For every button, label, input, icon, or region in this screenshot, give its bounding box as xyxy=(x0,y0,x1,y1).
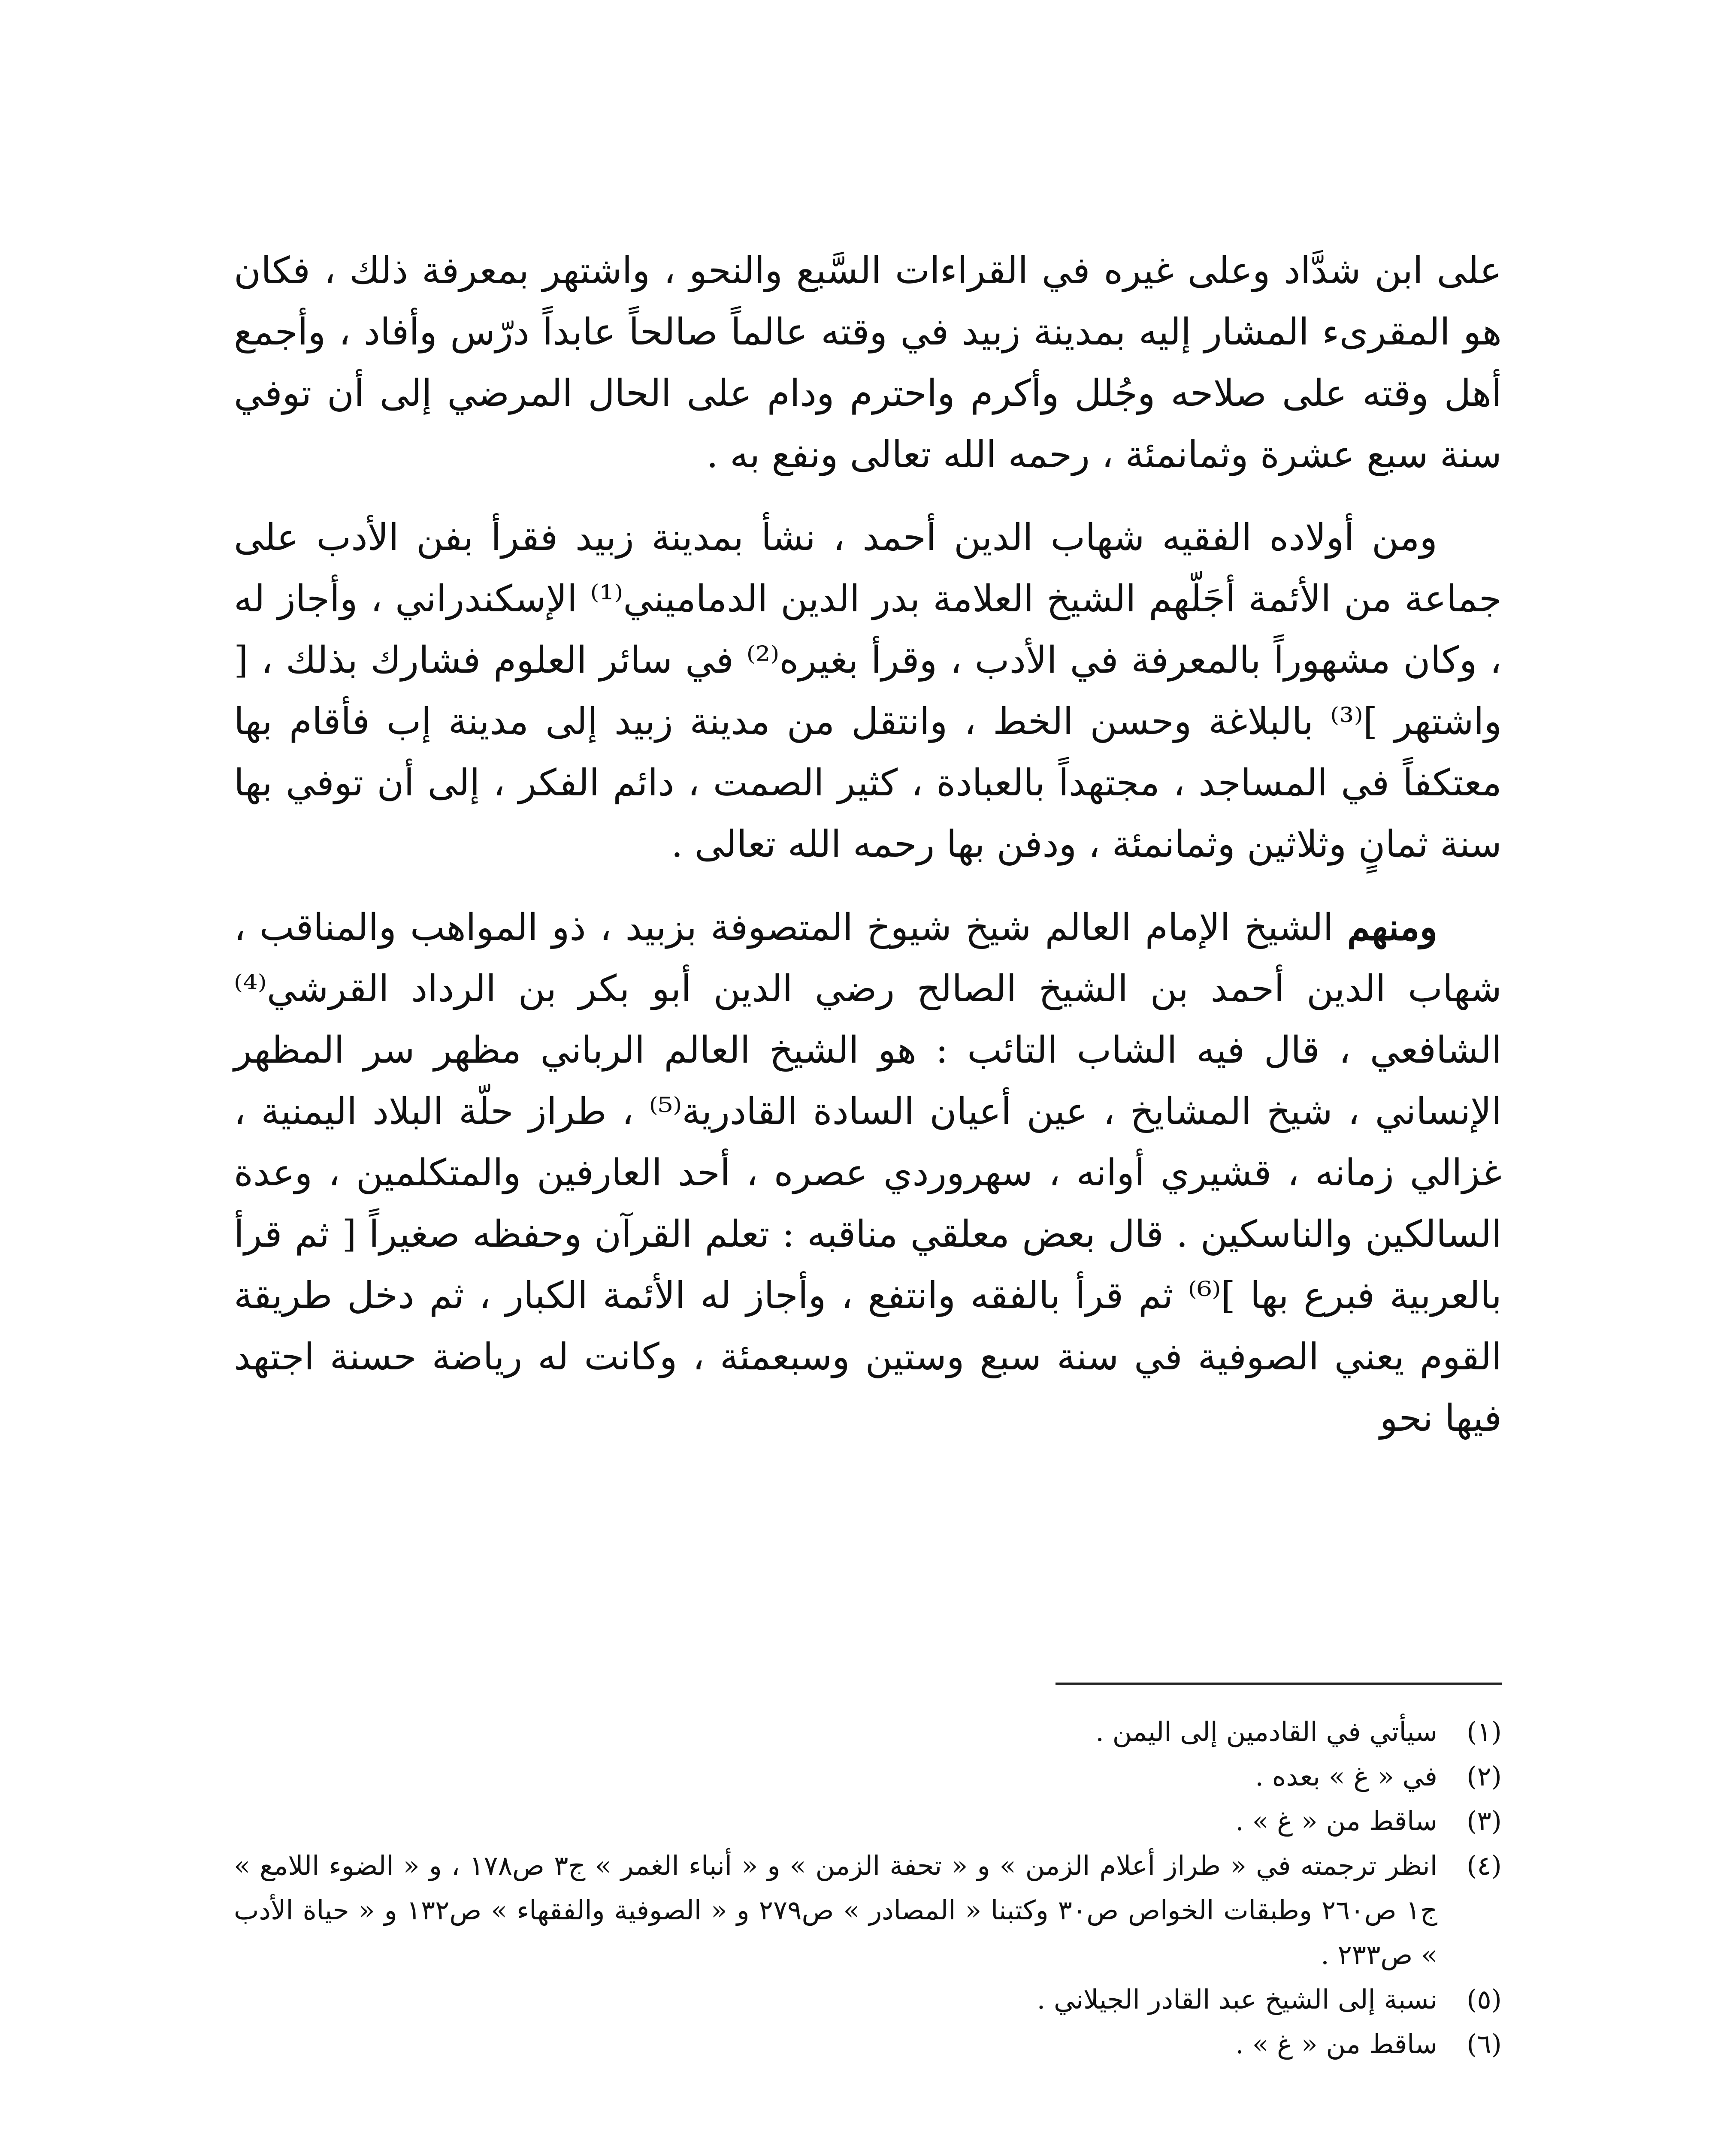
footnote-text: ساقط من « غ » . xyxy=(1235,2028,1437,2060)
footnote-number: (٥) xyxy=(1467,1984,1502,2015)
footnote-text: ساقط من « غ » . xyxy=(1235,1805,1437,1837)
footnote-6 xyxy=(234,2022,1502,2066)
footnote-number: (٤) xyxy=(1467,1850,1502,1881)
paragraph-1-text: على ابن شدَّاد وعلى غيره في القراءات السَّبع والنحو ، واشتهر بمعرفة ذلك ، فكان هو المقرىء المشار إليه بمدينة زبيد في وقته عالماً صالحاً عابداً درّس وأفاد ، وأجمع أهل وقته على صلاحه وجُلل وأكرم واحترم ودام على الحال المرضي إلى أن توفي سنة سبع عشرة وثمانمئة ، رحمه الله تعالى ونفع به . xyxy=(234,249,1502,476)
footnotes xyxy=(234,1710,1502,2066)
paragraph-3-lead: ومنهم xyxy=(1347,906,1437,949)
paragraph-1 xyxy=(234,240,1502,486)
main-text xyxy=(234,240,1502,1471)
footnote-number: (٢) xyxy=(1467,1761,1502,1792)
footnote-5 xyxy=(234,1977,1502,2022)
paragraph-3-text: الشيخ الإمام العالم شيخ شيوخ المتصوفة بزبيد ، ذو المواهب والمناقب ، شهاب الدين أحمد بن الشيخ الصالح رضي الدين أبو بكر بن الرداد القرشي⁽⁴⁾ الشافعي ، قال فيه الشاب التائب : هو الشيخ العالم الرباني مظهر سر المظهر الإنساني ، شيخ المشايخ ، عين أعيان السادة القادرية⁽⁵⁾ ، طراز حلّة البلاد اليمنية ، غزالي زمانه ، قشيري أوانه ، سهروردي عصره ، أحد العارفين والمتكلمين ، وعدة السالكين والناسكين . قال بعض معلقي مناقبه : تعلم القرآن وحفظه صغيراً [ ثم قرأ بالعربية فبرع بها ]⁽⁶⁾ ثم قرأ بالفقه وانتفع ، وأجاز له الأئمة الكبار ، ثم دخل طريقة القوم يعني الصوفية في سنة سبع وستين وسبعمئة ، وكانت له رياضة حسنة اجتهد فيها نحو xyxy=(234,906,1502,1440)
footnote-number: (١) xyxy=(1467,1716,1502,1747)
footnote-number: (٣) xyxy=(1467,1805,1502,1837)
paragraph-2-text: ومن أولاده الفقيه شهاب الدين أحمد ، نشأ بمدينة زبيد فقرأ بفن الأدب على جماعة من الأئمة أجَلّهم الشيخ العلامة بدر الدين الدماميني⁽¹⁾ الإسكندراني ، وأجاز له ، وكان مشهوراً بالمعرفة في الأدب ، وقرأ بغيره⁽²⁾ في سائر العلوم فشارك بذلك ، [ واشتهر ]⁽³⁾ بالبلاغة وحسن الخط ، وانتقل من مدينة زبيد إلى مدينة إب فأقام بها معتكفاً في المساجد ، مجتهداً بالعبادة ، كثير الصمت ، دائم الفكر ، إلى أن توفي بها سنة ثمانٍ وثلاثين وثمانمئة ، ودفن بها رحمه الله تعالى . xyxy=(234,516,1502,866)
paragraph-3 xyxy=(234,897,1502,1449)
paragraph-2 xyxy=(234,507,1502,875)
footnote-text: سيأتي في القادمين إلى اليمن . xyxy=(1095,1716,1437,1747)
footnote-4 xyxy=(234,1843,1502,1977)
footnote-text: نسبة إلى الشيخ عبد القادر الجيلاني . xyxy=(1037,1984,1437,2015)
footnote-text: في « غ » بعده . xyxy=(1255,1761,1437,1792)
footnote-2 xyxy=(234,1754,1502,1799)
footnote-separator xyxy=(1056,1683,1502,1685)
footnote-text: انظر ترجمته في « طراز أعلام الزمن » و « تحفة الزمن » و « أنباء الغمر » ج٣ ص١٧٨ ، و « الضوء اللامع » ج١ ص٢٦٠ وطبقات الخواص ص٣٠ وكتبنا « المصادر » ص٢٧٩ و « الصوفية والفقهاء » ص١٣٢ و « حياة الأدب » ص٢٣٣ . xyxy=(234,1850,1437,1970)
footnote-1 xyxy=(234,1710,1502,1754)
footnote-number: (٦) xyxy=(1467,2028,1502,2060)
footnote-3 xyxy=(234,1799,1502,1843)
